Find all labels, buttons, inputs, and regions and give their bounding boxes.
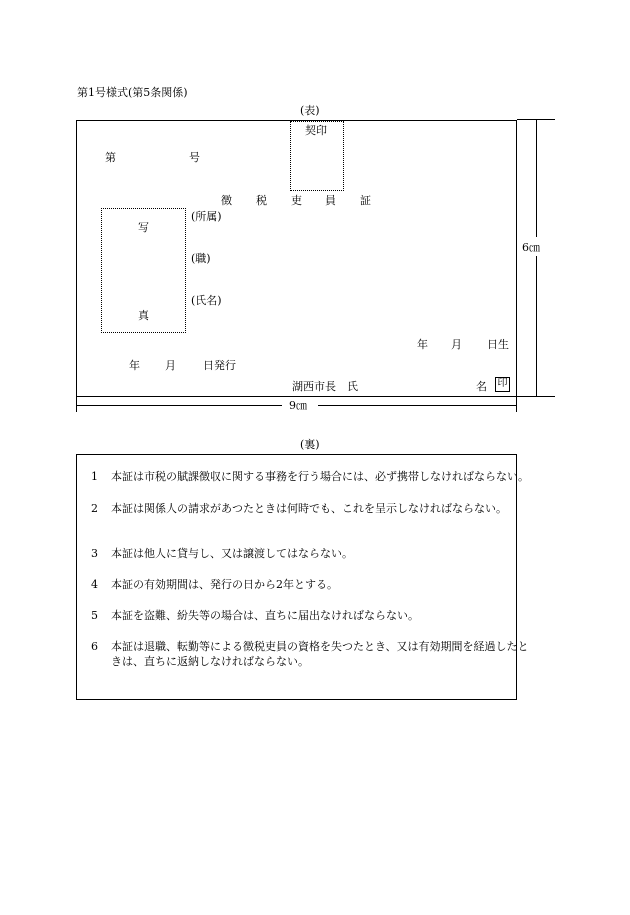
card-title-char: 吏: [291, 194, 302, 207]
back-item-number: 5: [91, 609, 98, 622]
back-item-text: 本証は他人に貸与し、又は譲渡してはならない。: [111, 547, 353, 560]
photo-label-bottom: 真: [138, 309, 149, 322]
back-item: [91, 577, 531, 592]
birth-year: 年: [417, 338, 428, 351]
issued-year: 年: [129, 359, 140, 372]
issuer-name-label: 名: [476, 380, 487, 393]
height-dimension-label: 6㎝: [522, 241, 540, 254]
card-title-char: 税: [256, 194, 267, 207]
form-title: 第1号様式(第5条関係): [77, 86, 188, 99]
back-item-text: 本証は退職、転勤等による徴税吏員の資格を失つたとき、又は有効期間を経過したときは、直ちに返納しなければならない。: [111, 640, 529, 668]
number-prefix: 第: [105, 151, 116, 164]
issued-month: 月: [165, 359, 176, 372]
back-item-text: 本証は市税の賦課徴収に関する事務を行う場合には、必ず携帯しなければならない。: [111, 470, 529, 483]
number-suffix: 号: [189, 151, 200, 164]
birth-day: 日生: [487, 338, 509, 351]
back-item-text: 本証は関係人の請求があつたときは何時でも、これを呈示しなければならない。: [111, 502, 507, 515]
back-item-number: 6: [91, 640, 98, 653]
back-item: [91, 608, 531, 623]
birth-month: 月: [451, 338, 462, 351]
width-dimension-line: [76, 405, 282, 406]
dimension-tick-bottom: [517, 396, 555, 397]
back-item: [91, 639, 531, 669]
back-item: [91, 501, 531, 516]
back-item-number: 4: [91, 578, 98, 591]
keiin-label: 契印: [305, 124, 327, 137]
back-label: (裏): [300, 438, 320, 451]
height-dimension-line: [536, 256, 537, 396]
height-dimension-line: [536, 119, 537, 237]
back-item-number: 2: [91, 502, 98, 515]
back-item-text: 本証を盗難、紛失等の場合は、直ちに届出なければならない。: [111, 609, 419, 622]
back-item: [91, 546, 531, 561]
width-dimension-line: [318, 405, 517, 406]
field-affiliation: (所属): [191, 210, 222, 223]
photo-label-top: 写: [138, 221, 149, 234]
issued-day: 日発行: [203, 359, 236, 372]
seal-stamp: 印: [495, 377, 510, 392]
issuer: 湖西市長 氏: [292, 380, 358, 393]
back-item: [91, 469, 531, 484]
card-title-char: 員: [325, 194, 336, 207]
back-item-number: 3: [91, 547, 98, 560]
front-label: (表): [300, 104, 320, 117]
card-title-char: 証: [360, 194, 371, 207]
back-item-text: 本証の有効期間は、発行の日から2年とする。: [111, 578, 338, 591]
back-item-number: 1: [91, 470, 98, 483]
field-name: (氏名): [191, 294, 222, 307]
width-dimension-label: 9㎝: [289, 399, 307, 412]
card-title-char: 徴: [221, 194, 232, 207]
field-position: (職): [191, 252, 211, 265]
